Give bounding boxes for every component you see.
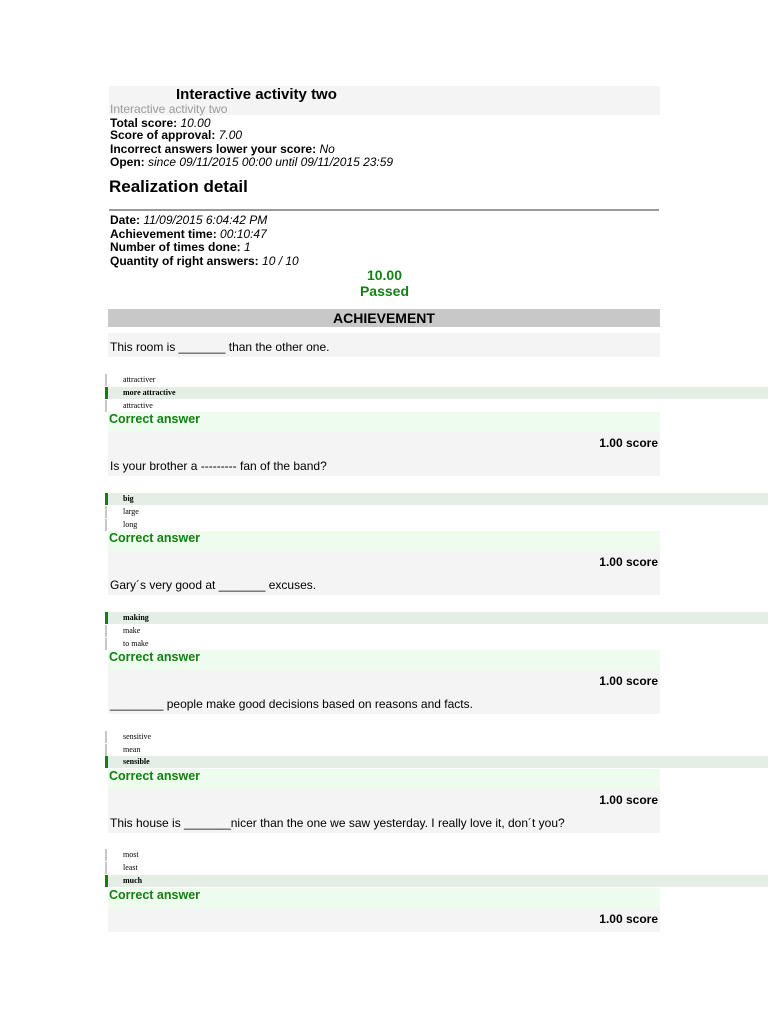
score-text: 1.00 score [599,793,658,807]
question-5-option-2[interactable] [105,862,138,874]
question-1 [108,333,660,357]
question-4-text: ________ people make good decisions based on reasons and facts. [110,697,473,711]
option-label: big [123,494,134,503]
section-divider [109,209,659,211]
option-label: sensitive [123,732,151,741]
option-label: sensible [123,757,150,766]
option-label: make [123,626,141,635]
question-5-feedback [108,888,660,908]
question-3 [108,571,660,595]
achievement-time-value: 00:10:47 [220,227,267,241]
question-5 [108,809,660,833]
approval-score-value: 7.00 [218,128,243,142]
question-2-text: Is your brother a --------- fan of the band? [110,459,327,473]
question-1-option-3[interactable] [105,400,153,412]
question-5-option-1[interactable] [105,849,139,861]
option-label: attractiver [123,375,156,384]
approval-score-line [110,128,242,142]
question-3-option-2[interactable] [105,625,141,637]
question-4-option-3-selected[interactable] [105,756,768,768]
option-label: most [123,850,139,859]
feedback-text: Correct answer [109,531,201,545]
activity-title: Interactive activity two [176,86,337,103]
option-label: long [123,520,138,529]
achievement-time-label: Achievement time: [110,227,217,241]
right-answers-label: Quantity of right answers: [110,254,259,268]
date-value: 11/09/2015 6:04:42 PM [143,213,268,227]
option-label: more attractive [123,388,176,397]
total-score-value: 10.00 [180,116,211,130]
times-done-label: Number of times done: [110,240,241,254]
score-text: 1.00 score [599,555,658,569]
question-2-feedback [108,531,660,551]
approval-score-label: Score of approval: [110,128,216,142]
incorrect-answers-line [110,142,335,156]
activity-subtitle: Interactive activity two [110,102,228,116]
right-answers-value: 10 / 10 [262,254,299,268]
times-done-value: 1 [244,240,251,254]
question-4-option-1[interactable] [105,731,151,743]
question-4 [108,690,660,714]
score-text: 1.00 score [599,674,658,688]
question-3-option-1-selected[interactable] [105,612,768,624]
realization-detail-title: Realization detail [109,177,248,196]
question-1-feedback [108,412,660,432]
option-label: to make [123,639,149,648]
open-period-value: since 09/11/2015 00:00 until 09/11/2015 23:59 [148,155,394,169]
option-label: making [123,613,149,622]
feedback-text: Correct answer [109,412,201,426]
question-1-option-1[interactable] [105,374,156,386]
question-1-text: This room is _______ than the other one. [110,340,330,354]
times-done-line [110,240,251,254]
question-5-score [108,908,660,932]
option-label: mean [123,745,141,754]
question-5-text: This house is _______nicer than the one we saw yesterday. I really love it, don´t you? [110,816,565,830]
feedback-text: Correct answer [109,888,201,902]
question-4-option-2[interactable] [105,744,141,756]
pass-status: Passed [359,283,410,299]
question-3-feedback [108,650,660,670]
question-5-option-3-selected[interactable] [105,875,768,887]
incorrect-answers-value: No [319,142,335,156]
question-1-option-2-selected[interactable] [105,387,768,399]
feedback-text: Correct answer [109,650,201,664]
score-text: 1.00 score [599,912,658,926]
question-2-option-1-selected[interactable] [105,493,768,505]
incorrect-answers-label: Incorrect answers lower your score: [110,142,317,156]
date-line [110,213,267,227]
achievement-header: ACHIEVEMENT [108,309,660,327]
question-3-option-3[interactable] [105,638,149,650]
option-label: much [123,876,143,885]
question-2 [108,452,660,476]
total-score-label: Total score: [110,116,178,130]
question-2-option-2[interactable] [105,506,139,518]
open-period-line [110,155,393,169]
right-answers-line [110,254,299,268]
option-label: least [123,863,138,872]
question-4-feedback [108,769,660,789]
achievement-time-line [110,227,267,241]
final-score: 10.00 [366,267,403,283]
question-2-option-3[interactable] [105,519,138,531]
question-3-text: Gary´s very good at _______ excuses. [110,578,317,592]
open-period-label: Open: [110,155,145,169]
option-label: large [123,507,139,516]
option-label: attractive [123,401,153,410]
score-text: 1.00 score [599,436,658,450]
feedback-text: Correct answer [109,769,201,783]
date-label: Date: [110,213,141,227]
